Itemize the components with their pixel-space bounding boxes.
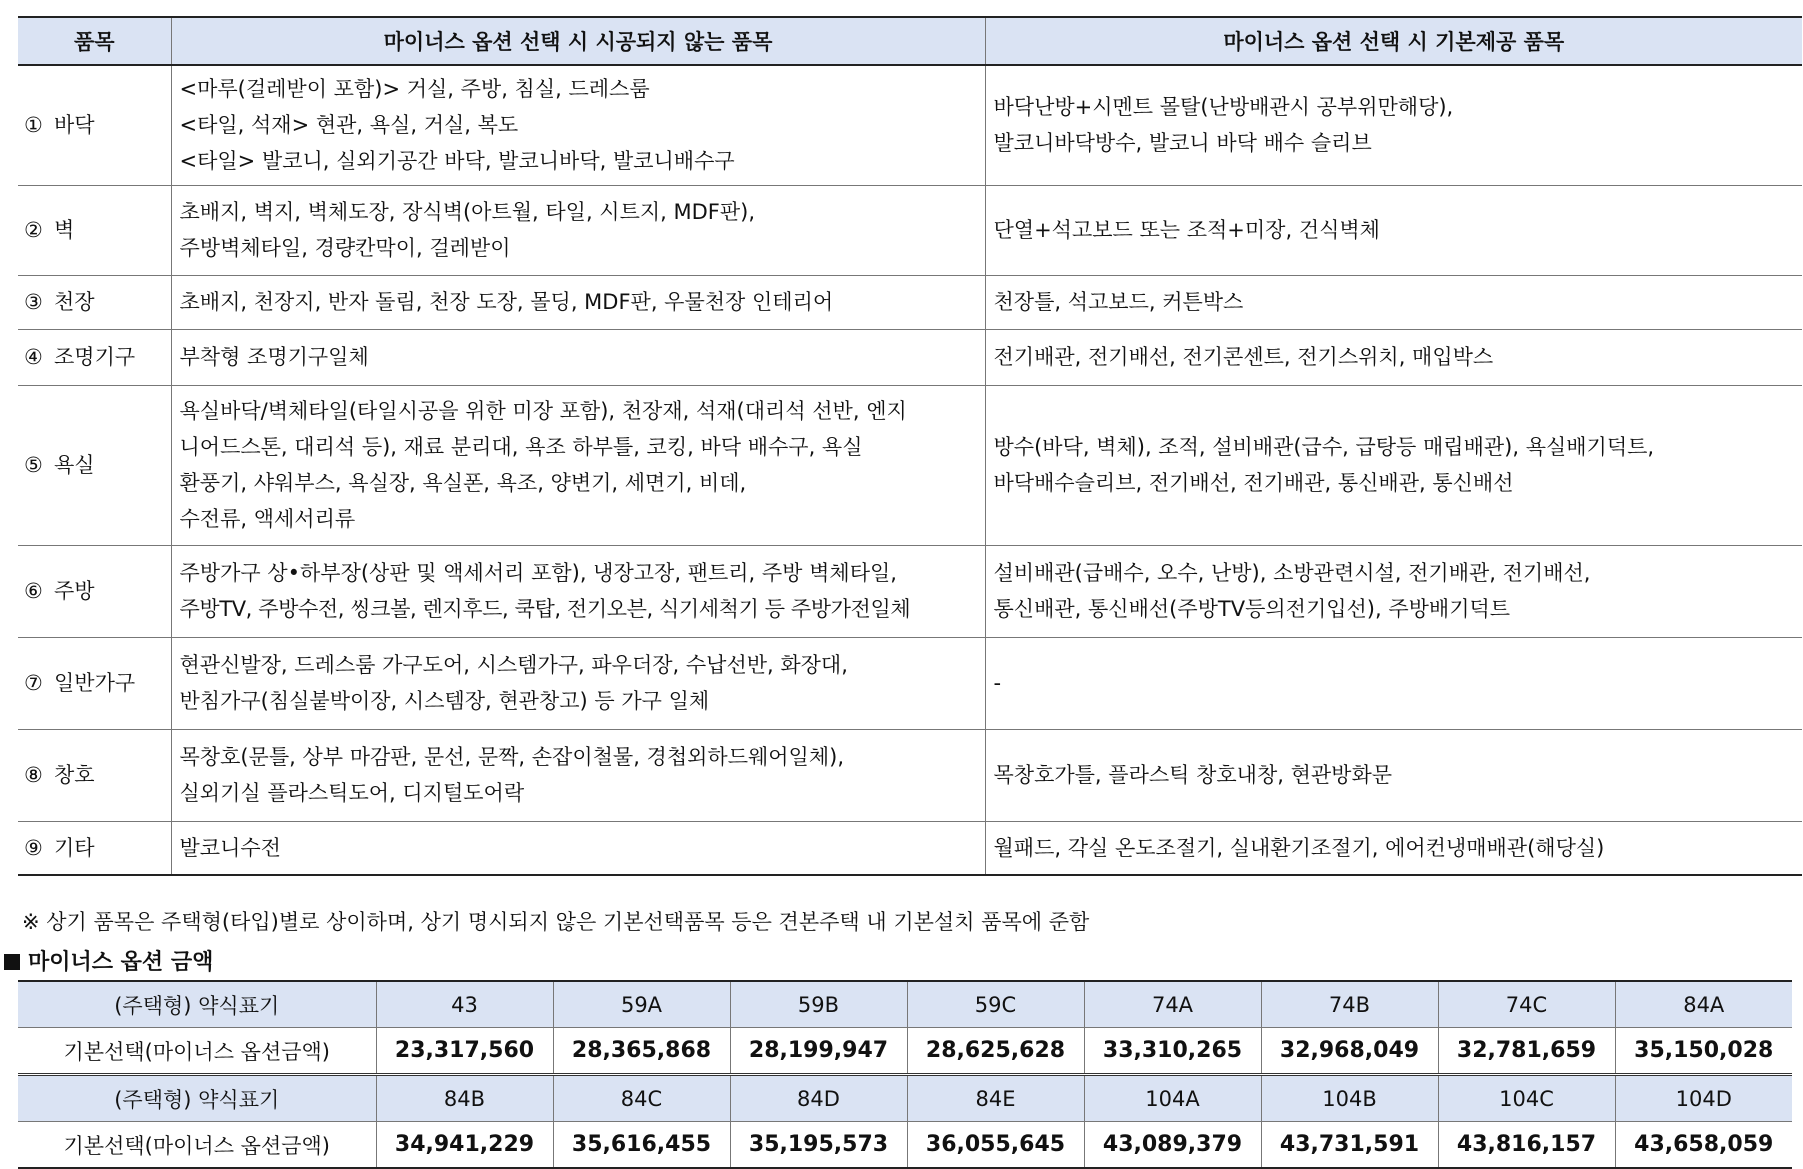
amount-cell: 35,616,455 [553, 1122, 730, 1169]
not-installed-cell: 목창호(문틀, 상부 마감판, 문선, 문짝, 손잡이철물, 경첩외하드웨어일체), 실외기실 플라스틱도어, 디지털도어락 [171, 729, 985, 821]
type-cell: 74B [1261, 981, 1438, 1028]
category-cell: ④ 조명기구 [18, 329, 171, 385]
not-installed-cell: 부착형 조명기구일체 [171, 329, 985, 385]
amount-cell: 28,625,628 [907, 1028, 1084, 1075]
amount-cell: 43,816,157 [1438, 1122, 1615, 1169]
type-cell: 74A [1084, 981, 1261, 1028]
provided-cell: 설비배관(급배수, 오수, 난방), 소방관련시설, 전기배관, 전기배선, 통신배관, 통신배선(주방TV등의전기입선), 주방배기덕트 [985, 545, 1802, 637]
amount-label-cell: 기본선택(마이너스 옵션금액) [18, 1028, 376, 1075]
category-cell: ⑨ 기타 [18, 821, 171, 875]
type-cell: 74C [1438, 981, 1615, 1028]
amount-cell: 35,150,028 [1615, 1028, 1792, 1075]
type-cell: 43 [376, 981, 553, 1028]
type-cell: 104C [1438, 1075, 1615, 1122]
items-row-etc [18, 821, 1802, 875]
type-cell: 84D [730, 1075, 907, 1122]
items-row-windows-doors [18, 729, 1802, 821]
provided-cell: 바닥난방+시멘트 몰탈(난방배관시 공부위만해당), 발코니바닥방수, 발코니 바닥 배수 슬리브 [985, 65, 1802, 185]
not-installed-cell: 초배지, 천장지, 반자 돌림, 천장 도장, 몰딩, MDF판, 우물천장 인테리어 [171, 275, 985, 329]
provided-cell: 목창호가틀, 플라스틱 창호내창, 현관방화문 [985, 729, 1802, 821]
amount-cell: 43,658,059 [1615, 1122, 1792, 1169]
amount-label-cell: 기본선택(마이너스 옵션금액) [18, 1122, 376, 1169]
header-item: 품목 [18, 17, 171, 65]
amount-cell: 28,365,868 [553, 1028, 730, 1075]
amount-cell: 33,310,265 [1084, 1028, 1261, 1075]
category-cell: ② 벽 [18, 185, 171, 275]
amount-cell: 32,968,049 [1261, 1028, 1438, 1075]
category-cell: ③ 천장 [18, 275, 171, 329]
amount-cell: 32,781,659 [1438, 1028, 1615, 1075]
section-title-text: 마이너스 옵션 금액 [28, 950, 214, 975]
section-title [4, 945, 213, 976]
square-bullet-icon [4, 954, 20, 970]
items-row-wall [18, 185, 1802, 275]
not-installed-cell: 발코니수전 [171, 821, 985, 875]
provided-cell: - [985, 637, 1802, 729]
type-cell: 84C [553, 1075, 730, 1122]
provided-cell: 전기배관, 전기배선, 전기콘센트, 전기스위치, 매입박스 [985, 329, 1802, 385]
amount-cell: 35,195,573 [730, 1122, 907, 1169]
type-cell: 104D [1615, 1075, 1792, 1122]
not-installed-cell: 욕실바닥/벽체타일(타일시공을 위한 미장 포함), 천장재, 석재(대리석 선반, 엔지 니어드스톤, 대리석 등), 재료 분리대, 욕조 하부틀, 코킹, 바닥 배수구, 욕실 환풍기, 샤워부스, 욕실장, 욕실폰, 욕조, 양변기, 세면기, 비데, 수전류, 액세서리류 [171, 385, 985, 545]
header-not-installed: 마이너스 옵션 선택 시 시공되지 않는 품목 [171, 17, 985, 65]
minus-option-items-table [18, 16, 1802, 876]
items-header-row [18, 17, 1802, 65]
provided-cell: 단열+석고보드 또는 조적+미장, 건식벽체 [985, 185, 1802, 275]
not-installed-cell: <마루(걸레받이 포함)> 거실, 주방, 침실, 드레스룸 <타일, 석재> 현관, 욕실, 거실, 복도 <타일> 발코니, 실외기공간 바닥, 발코니바닥, 발코니배수구 [171, 65, 985, 185]
category-cell: ⑥ 주방 [18, 545, 171, 637]
type-cell: 104A [1084, 1075, 1261, 1122]
type-cell: 59A [553, 981, 730, 1028]
type-label-cell: (주택형) 약식표기 [18, 1075, 376, 1122]
header-provided: 마이너스 옵션 선택 시 기본제공 품목 [985, 17, 1802, 65]
provided-cell: 방수(바닥, 벽체), 조적, 설비배관(급수, 급탕등 매립배관), 욕실배기덕트, 바닥배수슬리브, 전기배선, 전기배관, 통신배관, 통신배선 [985, 385, 1802, 545]
not-installed-cell: 현관신발장, 드레스룸 가구도어, 시스템가구, 파우더장, 수납선반, 화장대, 반침가구(침실붙박이장, 시스템장, 현관창고) 등 가구 일체 [171, 637, 985, 729]
price-amount-row [18, 1122, 1792, 1169]
provided-cell: 천장틀, 석고보드, 커튼박스 [985, 275, 1802, 329]
not-installed-cell: 주방가구 상•하부장(상판 및 액세서리 포함), 냉장고장, 팬트리, 주방 벽체타일, 주방TV, 주방수전, 씽크볼, 렌지후드, 쿡탑, 전기오븐, 식기세척기 등 주방가전일체 [171, 545, 985, 637]
type-cell: 104B [1261, 1075, 1438, 1122]
items-row-kitchen [18, 545, 1802, 637]
items-row-ceiling [18, 275, 1802, 329]
type-label-cell: (주택형) 약식표기 [18, 981, 376, 1028]
amount-cell: 23,317,560 [376, 1028, 553, 1075]
type-cell: 59C [907, 981, 1084, 1028]
amount-cell: 43,089,379 [1084, 1122, 1261, 1169]
type-cell: 59B [730, 981, 907, 1028]
price-type-row [18, 1075, 1792, 1122]
minus-option-price-table [18, 980, 1792, 1169]
category-cell: ⑤ 욕실 [18, 385, 171, 545]
price-type-row [18, 981, 1792, 1028]
category-cell: ① 바닥 [18, 65, 171, 185]
items-row-bathroom [18, 385, 1802, 545]
not-installed-cell: 초배지, 벽지, 벽체도장, 장식벽(아트월, 타일, 시트지, MDF판), 주방벽체타일, 경량칸막이, 걸레받이 [171, 185, 985, 275]
category-cell: ⑦ 일반가구 [18, 637, 171, 729]
amount-cell: 43,731,591 [1261, 1122, 1438, 1169]
footnote: ※ 상기 품목은 주택형(타입)별로 상이하며, 상기 명시되지 않은 기본선택품목 등은 견본주택 내 기본설치 품목에 준함 [22, 910, 1090, 934]
amount-cell: 36,055,645 [907, 1122, 1084, 1169]
provided-cell: 월패드, 각실 온도조절기, 실내환기조절기, 에어컨냉매배관(해당실) [985, 821, 1802, 875]
price-amount-row [18, 1028, 1792, 1075]
items-row-lighting [18, 329, 1802, 385]
items-row-furniture [18, 637, 1802, 729]
amount-cell: 28,199,947 [730, 1028, 907, 1075]
amount-cell: 34,941,229 [376, 1122, 553, 1169]
type-cell: 84E [907, 1075, 1084, 1122]
type-cell: 84A [1615, 981, 1792, 1028]
category-cell: ⑧ 창호 [18, 729, 171, 821]
type-cell: 84B [376, 1075, 553, 1122]
items-row-floor [18, 65, 1802, 185]
